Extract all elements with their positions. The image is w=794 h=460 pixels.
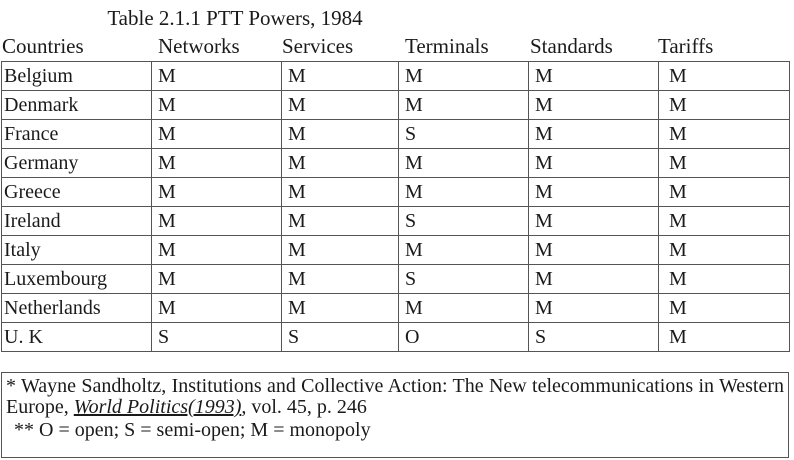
column-header-countries: Countries <box>2 34 84 58</box>
power-cell: M <box>282 236 399 265</box>
country-cell: Germany <box>2 149 152 178</box>
power-cell: M <box>659 207 790 236</box>
table-row <box>2 91 790 120</box>
power-cell: M <box>152 178 282 207</box>
country-cell: Luxembourg <box>2 265 152 294</box>
journal-link[interactable]: World Politics(1993) <box>73 396 242 418</box>
power-cell: M <box>529 207 659 236</box>
column-header-terminals: Terminals <box>405 34 489 58</box>
power-cell: M <box>659 178 790 207</box>
citation-volume-page: , vol. 45, p. 246 <box>241 396 367 418</box>
power-cell: M <box>399 178 529 207</box>
column-header-standards: Standards <box>530 34 613 58</box>
power-cell: S <box>399 207 529 236</box>
power-cell: M <box>529 236 659 265</box>
table-row <box>2 62 790 91</box>
power-cell: M <box>529 265 659 294</box>
power-cell: S <box>399 265 529 294</box>
power-cell: M <box>659 236 790 265</box>
power-cell: S <box>529 323 659 352</box>
power-cell: M <box>282 178 399 207</box>
power-cell: M <box>659 91 790 120</box>
power-cell: M <box>659 120 790 149</box>
power-cell: M <box>282 120 399 149</box>
power-cell: M <box>282 294 399 323</box>
table-row <box>2 294 790 323</box>
power-cell: S <box>399 120 529 149</box>
country-cell: Denmark <box>2 91 152 120</box>
power-cell: M <box>399 236 529 265</box>
table-row <box>2 236 790 265</box>
table-row <box>2 149 790 178</box>
country-cell: Ireland <box>2 207 152 236</box>
country-cell: Greece <box>2 178 152 207</box>
column-header-row <box>0 32 790 60</box>
power-cell: M <box>399 149 529 178</box>
power-cell: M <box>659 62 790 91</box>
power-cell: M <box>152 91 282 120</box>
power-cell: M <box>399 91 529 120</box>
country-cell: Netherlands <box>2 294 152 323</box>
power-cell: O <box>399 323 529 352</box>
power-cell: M <box>529 120 659 149</box>
footnote-citation <box>6 376 784 418</box>
power-cell: M <box>529 294 659 323</box>
power-cell: M <box>282 62 399 91</box>
power-cell: M <box>282 91 399 120</box>
footnote-box <box>1 372 789 458</box>
power-cell: M <box>659 265 790 294</box>
ptt-powers-table <box>1 61 790 352</box>
table-row <box>2 265 790 294</box>
power-cell: M <box>529 62 659 91</box>
power-cell: M <box>152 265 282 294</box>
power-cell: M <box>659 323 790 352</box>
table-row <box>2 178 790 207</box>
power-cell: M <box>152 294 282 323</box>
citation-text: * Wayne Sandholtz, Institutions and Collective Action: The New telecommunications in Western Europe, <box>6 375 784 418</box>
power-cell: M <box>282 207 399 236</box>
power-cell: M <box>399 294 529 323</box>
power-cell: M <box>282 149 399 178</box>
table-row <box>2 207 790 236</box>
country-cell: France <box>2 120 152 149</box>
power-cell: M <box>152 236 282 265</box>
power-cell: M <box>152 149 282 178</box>
power-cell: M <box>152 120 282 149</box>
column-header-services: Services <box>282 34 354 58</box>
column-header-tariffs: Tariffs <box>658 34 714 58</box>
table-row <box>2 120 790 149</box>
footnote-legend: ** O = open; S = semi-open; M = monopoly <box>14 419 371 441</box>
power-cell: M <box>152 207 282 236</box>
power-cell: M <box>529 149 659 178</box>
power-cell: M <box>152 62 282 91</box>
power-cell: M <box>659 294 790 323</box>
power-cell: M <box>399 62 529 91</box>
power-cell: M <box>529 91 659 120</box>
power-cell: M <box>659 149 790 178</box>
table-title: Table 2.1.1 PTT Powers, 1984 <box>107 6 363 30</box>
power-cell: M <box>282 265 399 294</box>
power-cell: S <box>152 323 282 352</box>
country-cell: Belgium <box>2 62 152 91</box>
column-header-networks: Networks <box>158 34 240 58</box>
country-cell: U. K <box>2 323 152 352</box>
country-cell: Italy <box>2 236 152 265</box>
table-body <box>2 62 790 352</box>
table-row <box>2 323 790 352</box>
power-cell: M <box>529 178 659 207</box>
power-cell: S <box>282 323 399 352</box>
